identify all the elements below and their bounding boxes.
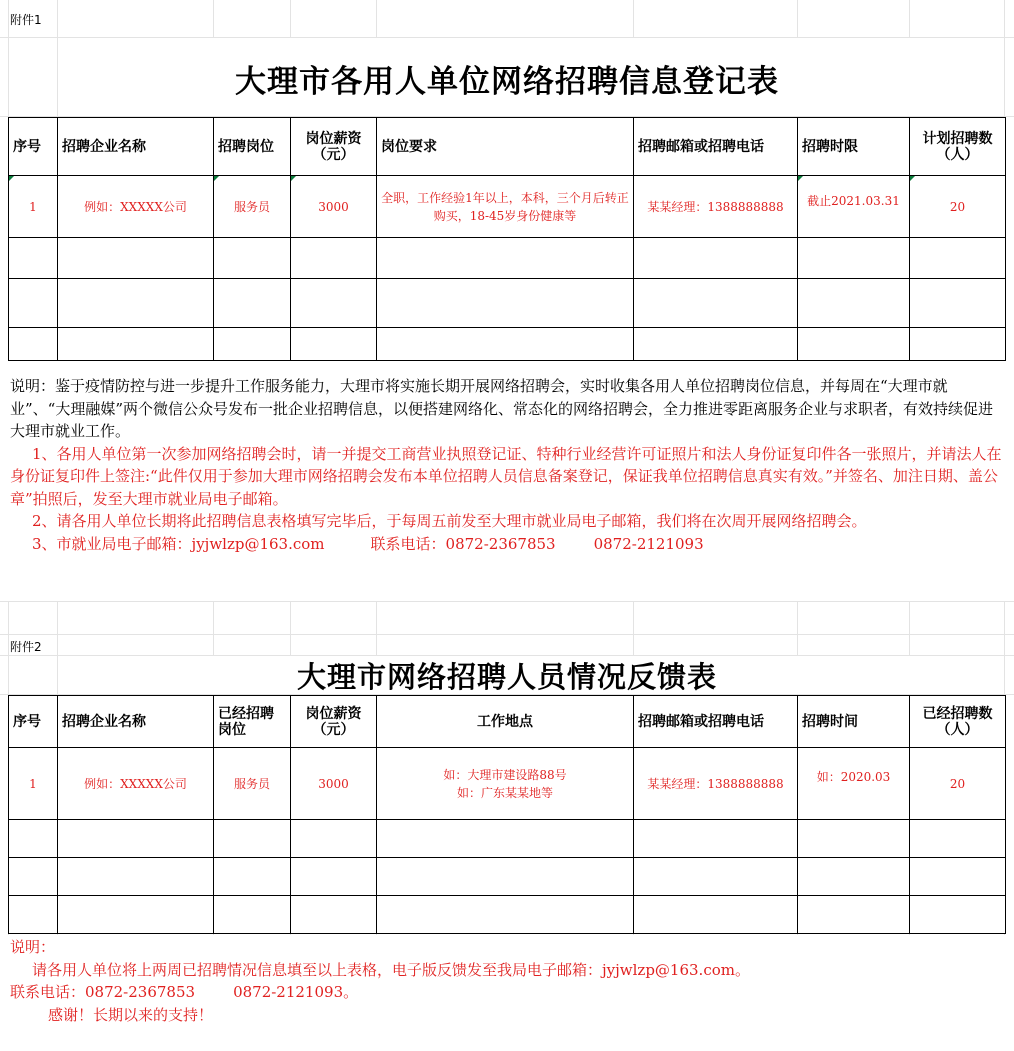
header-cell: 招聘时限 [798, 118, 910, 176]
comment-marker-icon [798, 176, 803, 181]
feedback-note-heading: 说明： [10, 938, 56, 956]
table-row-empty [9, 896, 1006, 934]
header-cell: 序号 [9, 696, 58, 748]
feedback-table [8, 695, 1006, 934]
contact-phone-2: 0872-2121093 [593, 534, 704, 553]
header-cell: 已经招聘岗位 [214, 696, 291, 748]
annex1-label: 附件1 [10, 13, 42, 27]
thanks-line: 感谢！长期以来的支持！ [48, 1005, 214, 1024]
header-cell: 招聘邮箱或招聘电话 [634, 118, 798, 176]
comment-marker-icon [9, 176, 14, 181]
header-cell: 工作地点 [377, 696, 634, 748]
instructions-intro: 说明：鉴于疫情防控与进一步提升工作服务能力，大理市将实施长期开展网络招聘会，实时收集各用人单位招聘岗位信息，并每周在“大理市就业”、“大理融媒”两个微信公众号发布一批企业招聘信息，以便搭建网络化、常态化的网络招聘会，全力推进零距离服务企业与求职者，有效持续促进大理市就业工作。 [10, 377, 994, 440]
cell-salary[interactable]: 3000 [291, 748, 377, 820]
header-cell: 招聘时间 [798, 696, 910, 748]
cell-contact[interactable]: 某某经理：1388888888 [634, 176, 798, 238]
cell-hire-time[interactable]: 如：2020.03 [798, 748, 910, 820]
header-cell: 招聘企业名称 [58, 118, 214, 176]
feedback-contact-phone-2: 0872-2121093。 [233, 983, 359, 1001]
table-row [9, 748, 1006, 820]
comment-marker-icon [291, 176, 296, 181]
table-row-empty [9, 279, 1006, 328]
registration-table [8, 117, 1006, 361]
table-row-empty [9, 858, 1006, 896]
header-cell: 岗位要求 [377, 118, 634, 176]
instruction-item-1: 1、各用人单位第一次参加网络招聘会时，请一并提交工商营业执照登记证、特种行业经营许可证照片和法人身份证复印件各一张照片，并请法人在身份证复印件上签注:“此件仅用于参加大理市网络招聘会发布本单位招聘人员信息备案登记，保证我单位招聘信息真实有效。”并签名、加注日期、盖公章”拍照后，发至大理市就业局电子邮箱。 [10, 444, 1002, 508]
cell-salary[interactable]: 3000 [318, 199, 349, 214]
contact-email: 3、市就业局电子邮箱：jyjwlzp@163.com [32, 534, 325, 553]
header-cell: 计划招聘数（人） [910, 118, 1006, 176]
feedback-contact-phone: 联系电话：0872-2367853 [10, 983, 196, 1001]
cell-requirements[interactable]: 全职，工作经验1年以上，本科，三个月后转正购买，18-45岁身份健康等 [377, 176, 634, 238]
header-cell: 岗位薪资（元） [291, 118, 377, 176]
cell-index: 1 [9, 748, 58, 820]
annex1-title: 大理市各用人单位网络招聘信息登记表 [235, 64, 779, 100]
table-row-empty [9, 820, 1006, 858]
cell-position[interactable]: 服务员 [214, 748, 291, 820]
cell-headcount[interactable]: 20 [949, 199, 966, 214]
table-row-empty [9, 328, 1006, 361]
cell-contact[interactable]: 某某经理：1388888888 [634, 748, 798, 820]
annex2-title: 大理市网络招聘人员情况反馈表 [296, 660, 717, 694]
feedback-note-line: 请各用人单位将上两周已招聘情况信息填至以上表格，电子版反馈发至我局电子邮箱：jyjwlzp@163.com。 [32, 960, 750, 979]
table-row [9, 176, 1006, 238]
cell-deadline[interactable]: 截止2021.03.31 [807, 194, 900, 208]
cell-company[interactable]: 例如：XXXXX公司 [58, 176, 214, 238]
header-cell: 招聘企业名称 [58, 696, 214, 748]
comment-marker-icon [910, 176, 915, 181]
feedback-instructions [10, 936, 1004, 1026]
header-cell: 已经招聘数（人） [910, 696, 1006, 748]
table-header-row [9, 118, 1006, 176]
cell-location[interactable]: 如：大理市建设路88号 如：广东某某地等 [377, 748, 634, 820]
header-cell: 岗位薪资（元） [291, 696, 377, 748]
annex2-label: 附件2 [10, 640, 42, 654]
contact-phone: 联系电话：0872-2367853 [370, 534, 556, 553]
header-cell: 招聘邮箱或招聘电话 [634, 696, 798, 748]
cell-hired-count[interactable]: 20 [910, 748, 1006, 820]
header-cell: 招聘岗位 [214, 118, 291, 176]
cell-company[interactable]: 例如：XXXXX公司 [58, 748, 214, 820]
table-header-row [9, 696, 1006, 748]
comment-marker-icon [214, 176, 219, 181]
cell-index: 1 [29, 199, 37, 214]
header-cell: 序号 [9, 118, 58, 176]
table-row-empty [9, 238, 1006, 279]
cell-position[interactable]: 服务员 [233, 199, 270, 214]
instructions-block [10, 375, 1004, 555]
instruction-item-2: 2、请各用人单位长期将此招聘信息表格填写完毕后，于每周五前发至大理市就业局电子邮箱，我们将在次周开展网络招聘会。 [32, 512, 867, 530]
